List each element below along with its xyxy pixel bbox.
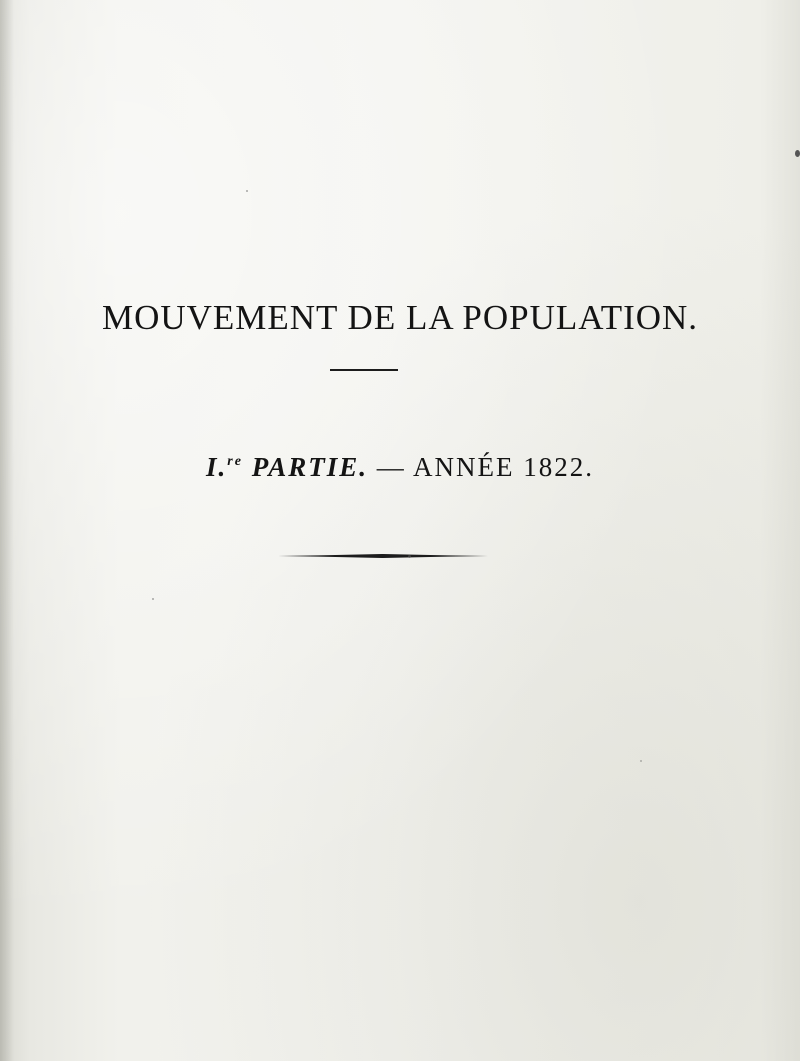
ink-speck [408,555,411,558]
part-label: I. [206,452,228,482]
title-divider [330,369,398,371]
ink-speck [640,760,642,762]
subtitle-separator: — [376,452,406,482]
part-superscript: re [227,454,243,469]
year-label: ANNÉE 1822. [412,452,594,482]
section-divider [278,553,488,559]
part-word: PARTIE. [251,452,368,482]
section-subtitle [0,452,800,483]
page-title: MOUVEMENT DE LA POPULATION. [101,298,699,337]
ink-speck [246,190,248,192]
part-number [206,452,243,482]
ink-speck [795,150,800,157]
ink-speck [152,598,154,600]
